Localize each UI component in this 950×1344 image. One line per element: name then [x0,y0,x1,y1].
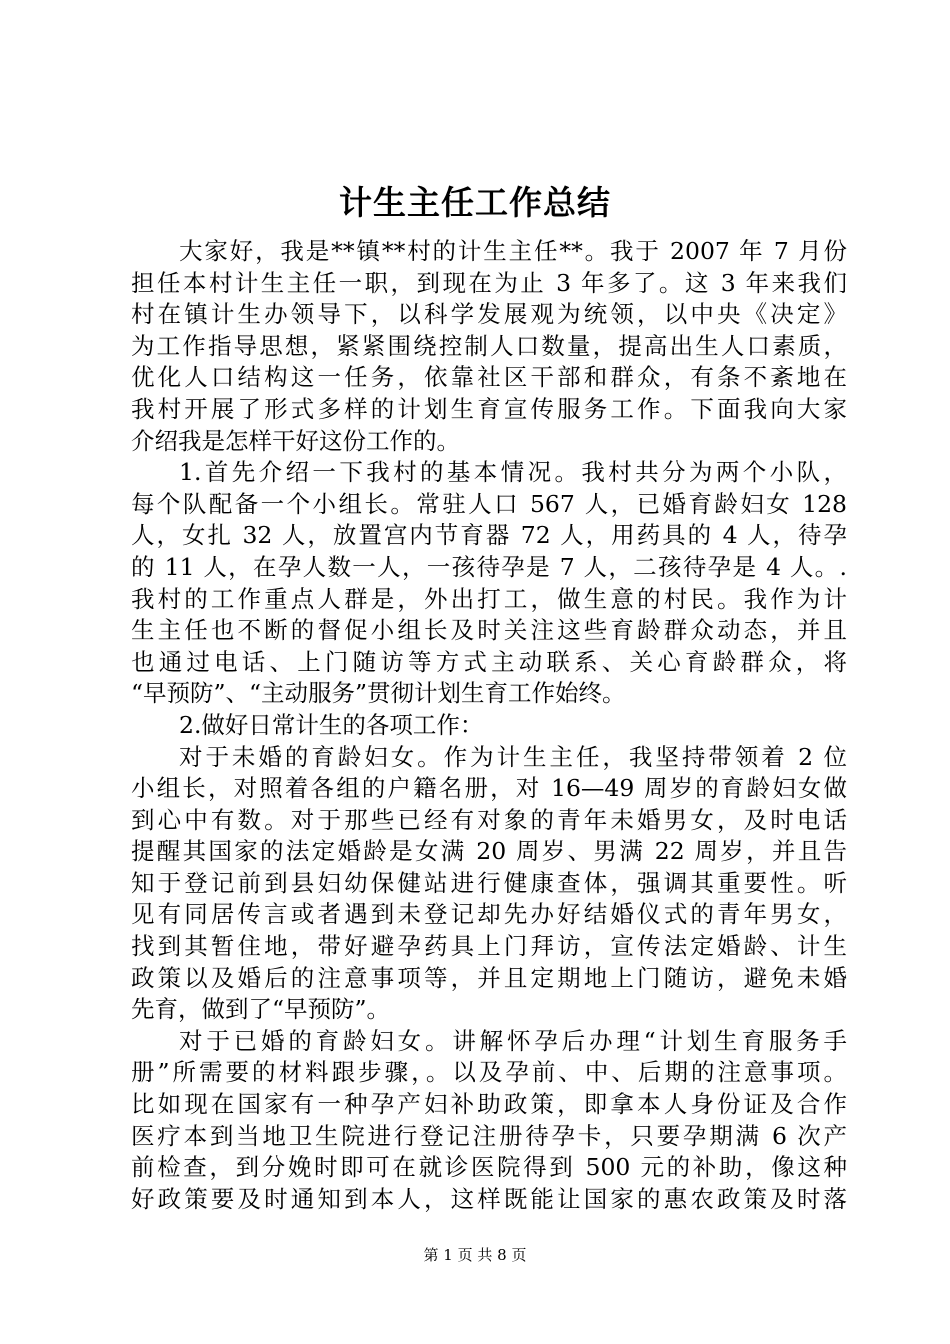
text-line: 政策以及婚后的注意事项等，并且定期地上门随访，避免未婚 [131,963,847,992]
text-line: 比如现在国家有一种孕产妇补助政策，即拿本人身份证及合作 [131,1090,847,1119]
text-line: 找到其暂住地，带好避孕药具上门拜访，宣传法定婚龄、计生 [131,932,847,961]
text-line: 医疗本到当地卫生院进行登记注册待孕卡，只要孕期满 6 次产 [131,1121,847,1150]
document-body [131,236,847,1215]
text-line: 见有同居传言或者遇到未登记却先办好结婚仪式的青年男女， [131,900,847,929]
text-line: 1.首先介绍一下我村的基本情况。我村共分为两个小队， [179,458,847,487]
text-line: 村在镇计生办领导下，以科学发展观为统领，以中央《决定》 [131,300,847,329]
text-line: 我村的工作重点人群是，外出打工，做生意的村民。我作为计 [131,584,847,613]
text-line: 大家好，我是**镇**村的计生主任**。我于 2007 年 7 月份 [179,237,847,265]
text-line: 优化人口结构这一任务，依靠社区干部和群众，有条不紊地在 [131,363,847,392]
text-line: 2.做好日常计生的各项工作： [179,710,484,739]
text-line: 前检查，到分娩时即可在就诊医院得到 500 元的补助，像这种 [131,1153,847,1182]
text-line: 册”所需要的材料跟步骤，。以及孕前、中、后期的注意事项。 [131,1058,847,1087]
text-line: 知于登记前到县妇幼保健站进行健康查体，强调其重要性。听 [131,868,847,897]
text-line: 生主任也不断的督促小组长及时关注这些育龄群众动态，并且 [131,616,847,645]
text-line: 为工作指导思想，紧紧围绕控制人口数量，提高出生人口素质， [131,331,847,360]
text-line: 对于已婚的育龄妇女。讲解怀孕后办理“计划生育服务手 [179,1026,847,1055]
text-line: 人，女扎 32 人，放置宫内节育器 72 人，用药具的 4 人，待孕 [131,521,847,550]
text-line: 小组长，对照着各组的户籍名册，对 16—49 周岁的育龄妇女做 [131,774,847,803]
text-line: 担任本村计生主任一职，到现在为止 3 年多了。这 3 年来我们 [131,268,847,297]
page-footer: 第 1 页 共 8 页 [423,1246,527,1264]
text-line: 每个队配备一个小组长。常驻人口 567 人，已婚育龄妇女 128 [131,489,847,518]
text-line: 介绍我是怎样干好这份工作的。 [131,426,460,455]
text-line: 对于未婚的育龄妇女。作为计生主任，我坚持带领着 2 位 [179,742,847,771]
text-line: 先育，做到了“早预防”。 [131,995,391,1024]
text-line: 提醒其国家的法定婚龄是女满 20 周岁、男满 22 周岁，并且告 [131,837,847,866]
document-title: 计生主任工作总结 [339,183,611,222]
text-line: 的 11 人，在孕人数一人，一孩待孕是 7 人，二孩待孕是 4 人。. [131,552,847,581]
text-line: 我村开展了形式多样的计划生育宣传服务工作。下面我向大家 [131,394,847,423]
text-line: 也通过电话、上门随访等方式主动联系、关心育龄群众，将 [131,647,847,676]
text-line: 到心中有数。对于那些已经有对象的青年未婚男女，及时电话 [131,805,847,834]
text-line: “早预防”、“主动服务”贯彻计划生育工作始终。 [131,679,626,708]
text-line: 好政策要及时通知到本人，这样既能让国家的惠农政策及时落 [131,1184,847,1213]
